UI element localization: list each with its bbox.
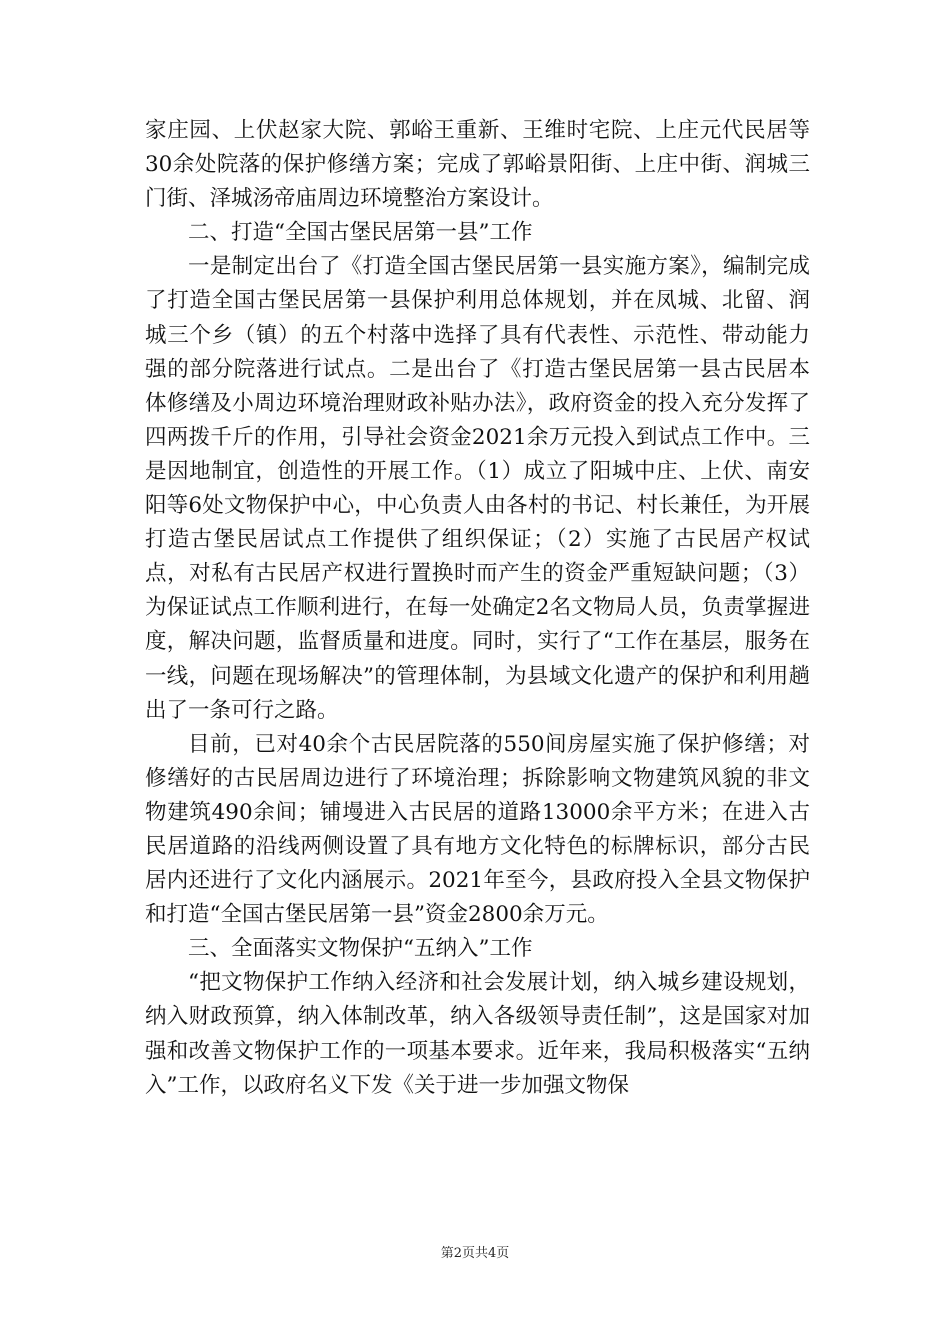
page-number-footer: 第2页共4页 [440,1246,510,1261]
paragraph-five-inclusions: “把文物保护工作纳入经济和社会发展计划，纳入城乡建设规划，纳入财政预算，纳入体制改革，纳入各级领导责任制”，这是国家对加强和改善文物保护工作的一项基本要求。近年来，我局积极落实“五纳入”工作，以政府名义下发《关于进一步加强文物保 [145,970,810,1098]
section-heading-3: 三、全面落实文物保护“五纳入”工作 [188,936,533,962]
paragraph-pilot-work: 一是制定出台了《打造全国古堡民居第一县实施方案》，编制完成了打造全国古堡民居第一县保护利用总体规划，并在凤城、北留、润城三个乡（镇）的五个村落中选择了具有代表性、示范性、带动能力强的部分院落进行试点。二是出台了《打造古堡民居第一县古民居本体修缮及小周边环境治理财政补贴办法》，政府资金的投入充分发挥了四两拨千斤的作用，引导社会资金2021余万元投入到试点工作中。三是因地制宜，创造性的开展工作。（1）成立了阳城中庄、上伏、南安阳等6处文物保护中心，中心负责人由各村的书记、村长兼任，为开展打造古堡民居试点工作提供了组织保证；（2）实施了古民居产权试点，对私有古民居产权进行置换时而产生的资金严重短缺问题；（3）为保证试点工作顺利进行，在每一处确定2名文物局人员，负责掌握进度，解决问题，监督质量和进度。同时，实行了“工作在基层，服务在一线，问题在现场解决”的管理体制，为县域文化遗产的保护和利用趟出了一条可行之路。 [145,254,810,723]
paragraph-continued: 家庄园、上伏赵家大院、郭峪王重新、王维时宅院、上庄元代民居等30余处院落的保护修缮方案；完成了郭峪景阳街、上庄中街、润城三门街、泽城汤帝庙周边环境整治方案设计。 [145,118,810,212]
document-body [145,114,810,1103]
paragraph-current-progress: 目前，已对40余个古民居院落的550间房屋实施了保护修缮；对修缮好的古民居周边进行了环境治理；拆除影响文物建筑风貌的非文物建筑490余间；铺墁进入古民居的道路13000余平方米；在进入古民居道路的沿线两侧设置了具有地方文化特色的标牌标识，部分古民居内还进行了文化内涵展示。2021年至今，县政府投入全县文物保护和打造“全国古堡民居第一县”资金2800余万元。 [145,731,810,928]
section-heading-2: 二、打造“全国古堡民居第一县”工作 [188,220,533,246]
